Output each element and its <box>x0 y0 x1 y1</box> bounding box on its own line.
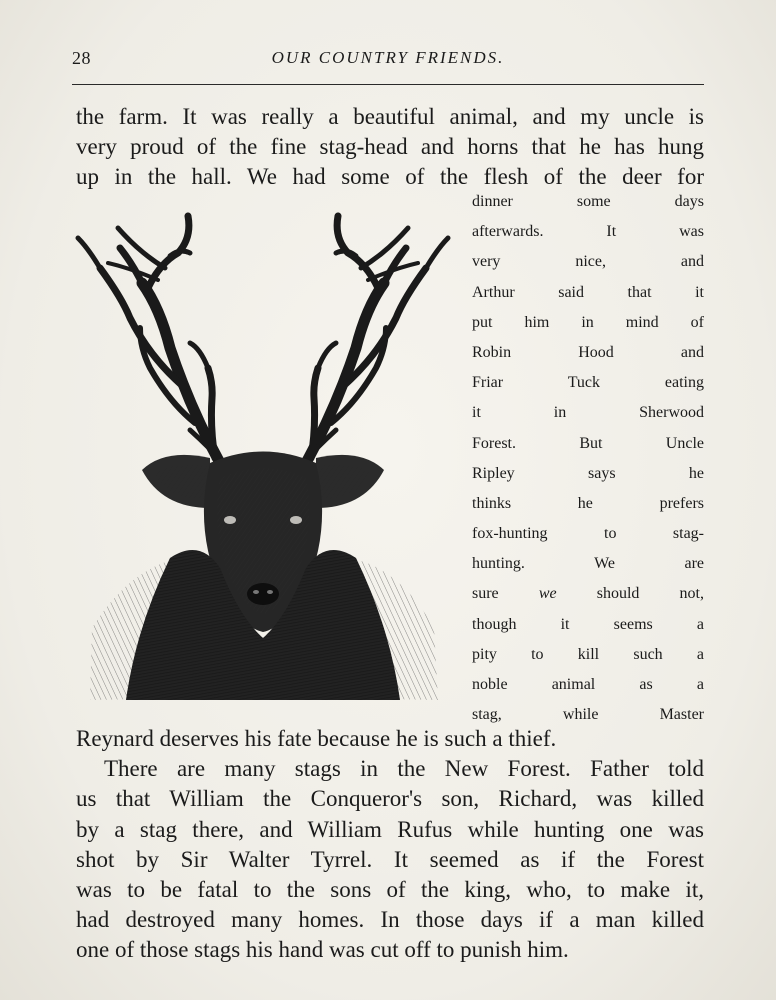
text-line: by a stag there, and William Rufus while hunting one was <box>76 816 704 842</box>
page-number: 28 <box>72 48 91 68</box>
text-line: very proud of the fine stag-head and horns that he has hung <box>76 134 704 160</box>
text-fragment: should not, <box>556 585 705 603</box>
text-line: put him in mind of <box>472 313 704 331</box>
stag-head-engraving-icon <box>70 208 456 710</box>
text-line: us that William the Conqueror's son, Richard, was killed <box>76 786 704 812</box>
text-line: noble animal as a <box>472 676 704 693</box>
text-line-with-italic <box>472 585 704 615</box>
text-line: Arthur said that it <box>472 283 704 301</box>
italic-word: we <box>538 585 557 603</box>
text-line: dinner some days <box>472 193 704 210</box>
text-line: though it seems a <box>472 615 704 633</box>
text-line: Reynard deserves his fate because he is such a thief. <box>76 726 557 751</box>
text-line: one of those stags his hand was cut off to punish him. <box>76 937 569 963</box>
body-text <box>76 102 704 193</box>
running-title: OUR COUNTRY FRIENDS. <box>271 48 505 67</box>
text-line: very nice, and <box>472 253 704 271</box>
text-line: thinks he prefers <box>472 494 704 512</box>
text-line: shot by Sir Walter Tyrrel. It seemed as if the Forest <box>76 846 704 872</box>
text-fragment: sure <box>472 585 539 603</box>
header-rule <box>72 84 704 85</box>
text-line: was to be fatal to the sons of the king, who, to make it, <box>76 876 704 902</box>
text-line: up in the hall. We had some of the flesh of the deer for <box>76 164 704 190</box>
body-text-continued <box>76 724 704 966</box>
text-line: it in Sherwood <box>472 404 704 422</box>
page-header <box>72 46 704 74</box>
text-line: hunting. We are <box>472 555 704 573</box>
text-line: Ripley says he <box>472 464 704 482</box>
text-line: afterwards. It was <box>472 223 704 241</box>
text-line: Friar Tuck eating <box>472 374 704 392</box>
text-line: stag, while Master <box>472 706 704 724</box>
text-line: Forest. But Uncle <box>472 434 704 452</box>
text-line: fox-hunting to stag- <box>472 525 704 543</box>
text-line: the farm. It was really a beautiful animal, and my uncle is <box>76 104 704 129</box>
wrapped-text-column <box>472 193 704 736</box>
text-line: Robin Hood and <box>472 343 704 361</box>
text-line: pity to kill such a <box>472 645 704 663</box>
text-line: had destroyed many homes. In those days if a man killed <box>76 907 704 933</box>
text-line: There are many stags in the New Forest. Father told <box>104 756 704 782</box>
